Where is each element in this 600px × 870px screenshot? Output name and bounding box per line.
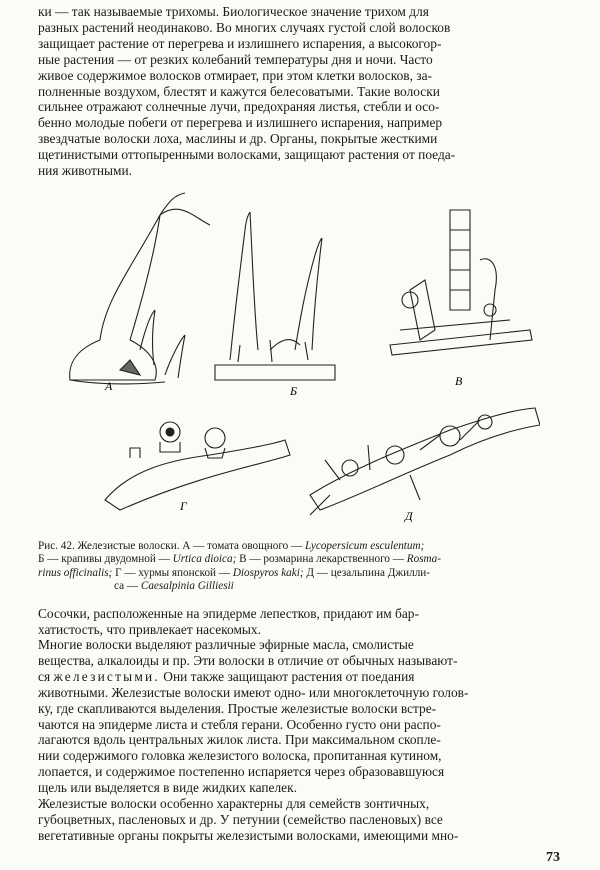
text-line: ния животными. [38,163,133,179]
text-line: полненные воздухом, блестят и кажутся белесоватыми. Такие волоски [38,83,440,99]
text-line: ки — так называемые трихомы. Биологическое значение трихом для [38,4,429,19]
paragraph-families [38,796,558,844]
caption-line-1: Рис. 42. Железистые волоски. А — томата овощного — Lycopersicum esculentum; [38,540,425,552]
figure-part-b [215,212,335,380]
figure-label-d: Д [405,509,413,523]
figure-part-c [390,210,532,355]
text-line: сильнее отражают солнечные лучи, предохраняя листья, стебли и осо- [38,99,440,115]
figure-caption [38,540,558,594]
emphasized-term: железистыми. [53,668,160,684]
figure-part-a [70,193,210,384]
caption-line-2: Б — крапивы двудомной — Urtica dioica; В — розмарина лекарственного — Rosma- [38,553,441,566]
text-line: ку, где скапливаются выделения. Простые железистые волоски встре- [38,700,437,716]
text-line: защищает растение от перегрева и излишнего испарения, а высокогор- [38,35,442,51]
text-line: щель или выделяется в виде жидких капелек. [38,780,297,796]
text-line: живое содержимое волосков отмирает, при этом клетки волосков, за- [38,67,432,83]
paragraph-trichomes [38,4,558,179]
paragraph-papillae [38,606,558,638]
figure-part-g [105,422,290,510]
text-line: Многие волоски выделяют различные эфирные масла, смолистые [38,637,414,652]
text-line: разных растений неодинаково. Во многих случаях густой слой волосков [38,19,451,35]
text-line: ные растения — от резких колебаний температуры дня и ночи. Часто [38,51,433,67]
text-line: бенно молодые побеги от перегрева и излишнего испарения, например [38,115,443,131]
figure-42-illustration [60,190,540,530]
figure-part-d [310,408,540,515]
text-line: лагаются вдоль центральных жилок листа. При максимальном скопле- [38,732,441,748]
figure-label-c: В [455,374,463,388]
paragraph-glandular-hairs [38,637,558,796]
text-line: Железистые волоски особенно характерны для семейств зонтичных, [38,796,430,811]
figure-label-g: Г [180,499,187,513]
text-line: звездчатые волоски лоха, маслины и др. Органы, покрытые жесткими [38,131,438,147]
text-line: хатистость, что привлекает насекомых. [38,621,261,637]
text-line: вещества, алкалоиды и пр. Эти волоски в отличие от обычных называют- [38,652,458,668]
text-line: лопается, и содержимое постепенно испаряется через образовавшуюся [38,764,445,780]
text-line: губоцветных, пасленовых и др. У петунии (семейство пасленовых) все [38,811,443,827]
caption-line-3: rinus officinalis; Г — хурмы японской — Diospyros kaki; Д — цезальпина Джилли- [38,566,430,579]
figure-label-a: А [105,379,113,393]
caption-line-4: са — Caesalpinia Gilliesii [114,580,234,593]
page-number: 73 [546,850,560,865]
text-line: нии содержимого головка железистого волоска, пропитанная кутином, [38,748,442,764]
figure-label-b: Б [290,384,298,398]
text-line: животными. Железистые волоски имеют одно- или многоклеточную голов- [38,684,469,700]
text-line: ся железистыми. Они также защищают растения от поедания [38,668,415,684]
text-line: щетинистыми оттопыренными волосками, защищают растения от поеда- [38,147,456,163]
text-line: чаются на эпидерме листа и стебля герани. Особенно густо они распо- [38,716,441,732]
text-line: Сосочки, расположенные на эпидерме лепестков, придают им бар- [38,606,419,621]
text-line: вегетативные органы покрыты железистыми волосками, имеющими мно- [38,827,459,843]
